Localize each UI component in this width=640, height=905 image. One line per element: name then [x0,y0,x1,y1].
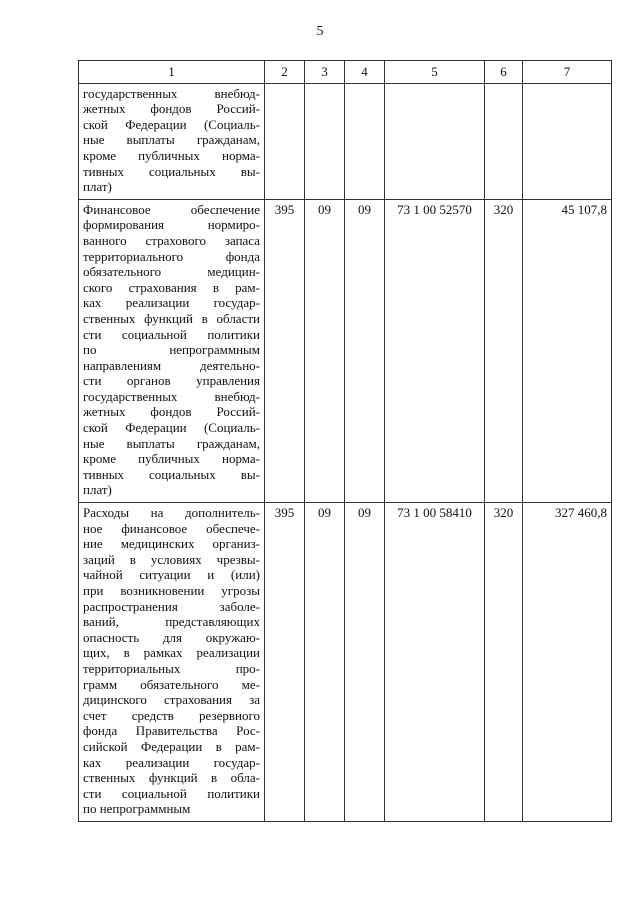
target-article-cell [385,83,485,199]
description-line: фонда Правительства Рос- [83,723,260,739]
header-cell-3: 3 [305,61,345,84]
description-line: жетных фондов Россий- [83,101,260,117]
description-cell [79,83,265,199]
header-cell-7: 7 [523,61,612,84]
description-line: грамм обязательного ме- [83,676,260,692]
description-cell [79,503,265,822]
admin-code-cell: 395 [265,503,305,822]
description-line: плат) [83,482,112,498]
description-line: кроме публичных норма- [83,147,260,163]
description-line: государственных внебюд- [83,85,260,101]
amount-cell: 45 107,8 [523,199,612,502]
description-line: ваний, представляющих [83,614,260,630]
header-cell-4: 4 [345,61,385,84]
table-row [79,503,612,822]
description-line: щих, в рамках реализации [83,645,260,661]
description-line: территориального фонда [83,248,260,264]
table-row [79,83,612,199]
description-line: обязательного медицин- [83,264,260,280]
description-line: дицинского страхования за [83,692,260,708]
description-line: опасность для окружаю- [83,629,260,645]
description-line: ные выплаты гражданам, [83,132,260,148]
subsection-cell [345,83,385,199]
description-line: тивных социальных вы- [83,466,260,482]
description-line: ние медицинских организ- [83,536,260,552]
description-line: Расходы на дополнитель- [83,505,260,521]
description-line: сти социальной политики [83,785,260,801]
target-article-cell: 73 1 00 58410 [385,503,485,822]
expense-type-cell: 320 [485,199,523,502]
budget-table [78,60,612,822]
section-cell: 09 [305,503,345,822]
header-cell-1: 1 [79,61,265,84]
description-line: территориальных про- [83,660,260,676]
description-line: ственных функций в области [83,310,260,326]
description-line: ского страхования в рам- [83,279,260,295]
description-line: счет средств резервного [83,707,260,723]
description-line: заций в условиях чрезвы- [83,551,260,567]
section-cell: 09 [305,199,345,502]
header-cell-5: 5 [385,61,485,84]
page-number: 5 [316,24,324,39]
description-line: жетных фондов Россий- [83,404,260,420]
description-line: направлениям деятельно- [83,357,260,373]
amount-cell [523,83,612,199]
table-row [79,199,612,502]
description-line: чайной ситуации и (или) [83,567,260,583]
description-cell [79,199,265,502]
description-line: ках реализации государ- [83,754,260,770]
section-cell [305,83,345,199]
header-row [79,61,612,84]
admin-code-cell: 395 [265,199,305,502]
description-line: ках реализации государ- [83,295,260,311]
description-line: ные выплаты гражданам, [83,435,260,451]
description-line: распространения заболе- [83,598,260,614]
description-line: ственных функций в обла- [83,770,260,786]
description-line: плат) [83,179,112,195]
description-line: сийской Федерации в рам- [83,738,260,754]
description-line: ской Федерации (Социаль- [83,420,260,436]
description-line: тивных социальных вы- [83,163,260,179]
description-line: формирования нормиро- [83,217,260,233]
description-line: при возникновении угрозы [83,583,260,598]
description-line: ской Федерации (Социаль- [83,116,260,132]
expense-type-cell [485,83,523,199]
description-line: ванного страхового запаса [83,232,260,248]
description-line: сти органов управления [83,373,260,389]
header-cell-6: 6 [485,61,523,84]
description-line: сти социальной политики [83,326,260,342]
subsection-cell: 09 [345,503,385,822]
expense-type-cell: 320 [485,503,523,822]
description-line: государственных внебюд- [83,388,260,404]
description-line: по непрограммным [83,342,260,358]
description-line: ное финансовое обеспече- [83,520,260,536]
description-line: кроме публичных норма- [83,451,260,467]
subsection-cell: 09 [345,199,385,502]
amount-cell: 327 460,8 [523,503,612,822]
header-cell-2: 2 [265,61,305,84]
description-line: Финансовое обеспечение [83,201,260,217]
admin-code-cell [265,83,305,199]
description-line: по непрограммным [83,801,191,817]
target-article-cell: 73 1 00 52570 [385,199,485,502]
